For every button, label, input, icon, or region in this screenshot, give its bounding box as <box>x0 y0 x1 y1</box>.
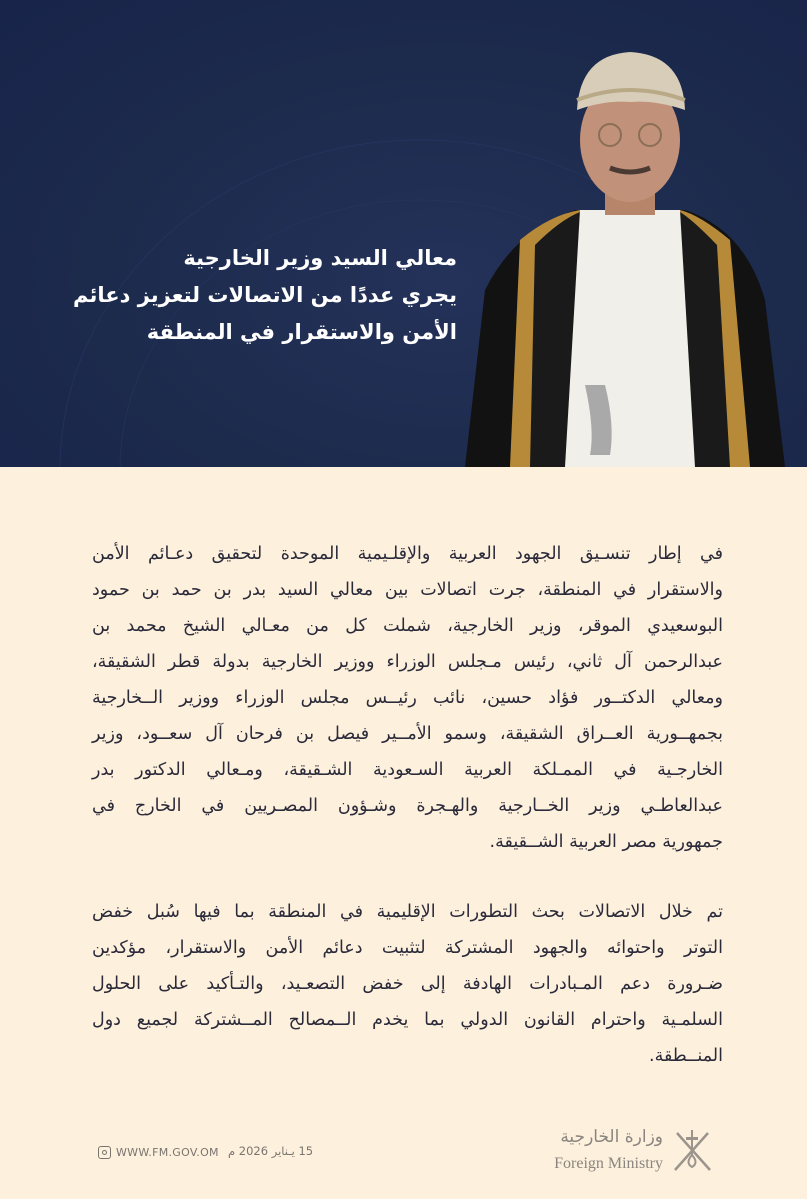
text-line: في إطار تنسـيق الجهود العربية والإقلـيمية الموحدة لتحقيق دعـائم الأمن <box>92 544 723 564</box>
text-line: البوسعيدي الموقر، وزير الخارجية، شملت كل من معـالي الشيخ محمد بن <box>92 616 723 636</box>
article-paragraph-2 <box>92 894 723 1074</box>
publish-date: 15 يـناير 2026 م <box>228 1144 314 1158</box>
website-url: WWW.FM.GOV.OM <box>116 1146 219 1159</box>
minister-portrait <box>455 40 807 467</box>
headline-line: يجري عددًا من الاتصالات لتعزيز دعائم <box>73 283 457 307</box>
text-line: ضـرورة دعم المـبادرات الهادفة إلى خفض التصعـيد، والتـأكيد على الحلول <box>92 974 723 994</box>
text-line: جمهورية مصر العربية الشــقيقة. <box>489 832 723 852</box>
text-line: السلمـية واحترام القانون الدولي بما يخدم الــمصالح المــشتركة لجميع دول <box>92 1010 723 1030</box>
text-line: تم خلال الاتصالات بحث التطورات الإقليمية في المنطقة بما فيها سُبل خفض <box>92 902 723 922</box>
logo-arabic-text: وزارة الخارجية <box>560 1127 663 1147</box>
text-line: بجمهــورية العــراق الشقيقة، وسمو الأمــير فيصل بن فرحان آل سعــود، وزير <box>92 724 723 744</box>
text-line: عبدالرحمن آل ثاني، رئيس مـجلس الوزراء ووزير الخارجية بدولة قطر الشقيقة، <box>92 652 723 672</box>
website-link[interactable] <box>98 1146 219 1159</box>
foreign-ministry-logo <box>540 1125 715 1175</box>
hero-banner <box>0 0 807 467</box>
text-line: والاستقرار في المنطقة، جرت اتصالات بين معالي السيد بدر بن حمد بن حمود <box>92 580 723 600</box>
text-line: عبدالعاطـي وزير الخــارجية والهـجرة وشـؤون المصـريين في الخارج في <box>92 796 723 816</box>
oman-emblem-icon <box>670 1125 715 1175</box>
text-line: المنــطقة. <box>649 1046 723 1066</box>
footer <box>0 1120 807 1180</box>
text-line: التوتر واحتوائه والجهود المشتركة لتثبيت دعائم الأمن والاستقرار، مؤكدين <box>92 938 723 958</box>
headline-line: الأمن والاستقرار في المنطقة <box>146 320 457 344</box>
text-line: ومعالي الدكتــور فؤاد حسين، نائب رئيــس مجلس الوزراء ووزير الــخارجية <box>92 688 723 708</box>
headline <box>73 240 457 351</box>
instagram-icon <box>98 1146 111 1159</box>
logo-english-text: Foreign Ministry <box>554 1155 663 1172</box>
text-line: الخارجـية في الممـلكة العربية السـعودية الشـقيقة، ومـعالي الدكتور بدر <box>92 760 723 780</box>
headline-line: معالي السيد وزير الخارجية <box>183 246 457 270</box>
article-paragraph-1 <box>92 536 723 860</box>
